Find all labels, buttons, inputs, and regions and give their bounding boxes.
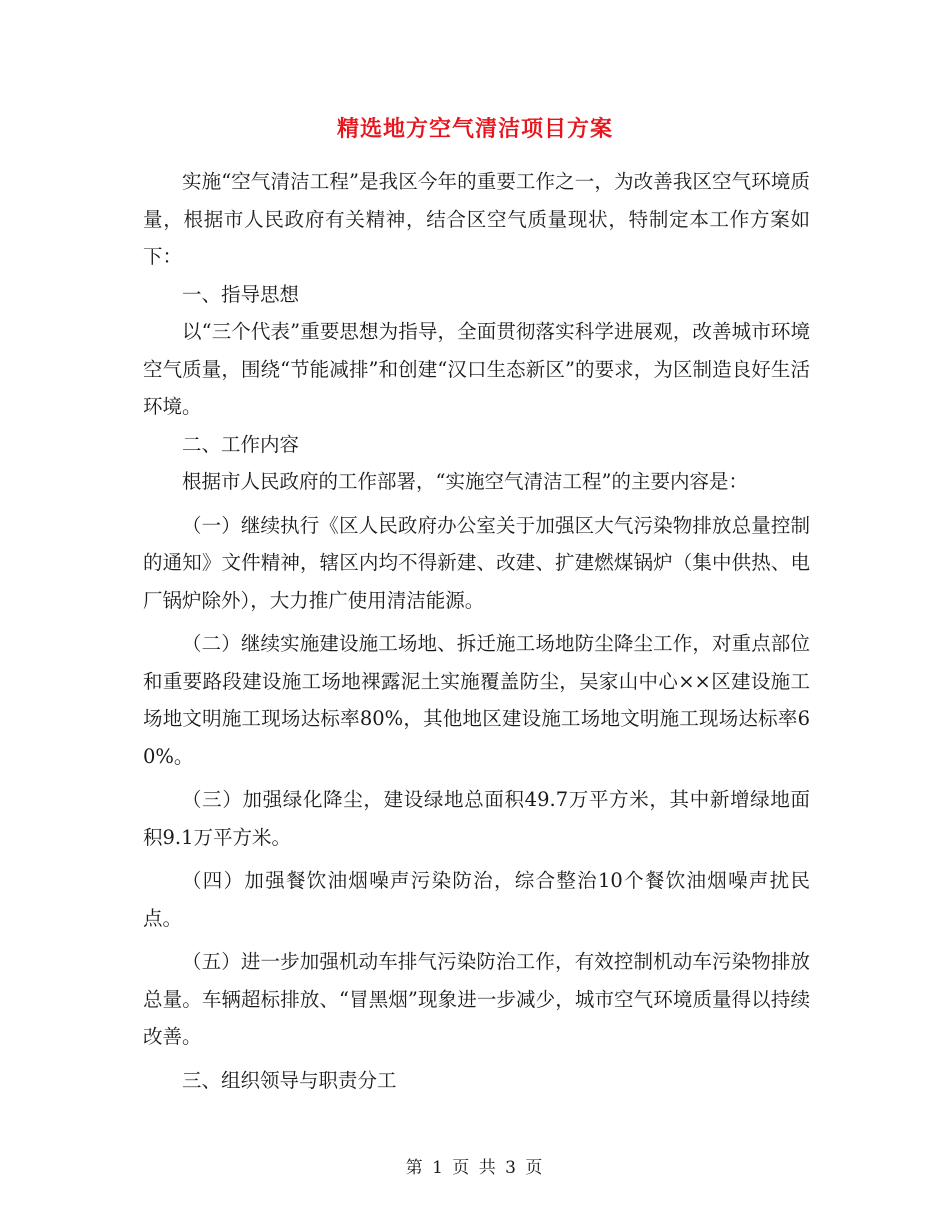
guiding-thought-paragraph: 以“三个代表”重要思想为指导，全面贯彻落实科学进展观，改善城市环境空气质量，围绕“节能减排”和创建“汉口生态新区”的要求，为区制造良好生活环境。 bbox=[143, 320, 810, 418]
section-heading-work-content: 二、工作内容 bbox=[182, 432, 300, 456]
section-heading-guiding-thought: 一、指导思想 bbox=[182, 282, 300, 306]
intro-paragraph: 实施“空气清洁工程”是我区今年的重要工作之一，为改善我区空气环境质量，根据市人民政府有关精神，结合区空气质量现状，特制定本工作方案如下： bbox=[143, 170, 810, 268]
work-item-2: （二）继续实施建设施工场地、拆迁施工场地防尘降尘工作，对重点部位和重要路段建设施工场地裸露泥土实施覆盖防尘，吴家山中心××区建设施工场地文明施工现场达标率80%，其他地区建设施工场地文明施工现场达标率60%。 bbox=[143, 632, 810, 768]
work-item-1: （一）继续执行《区人民政府办公室关于加强区大气污染物排放总量控制的通知》文件精神，辖区内均不得新建、改建、扩建燃煤锅炉（集中供热、电厂锅炉除外），大力推广使用清洁能源。 bbox=[143, 513, 810, 612]
work-item-5: （五）进一步加强机动车排气污染防治工作，有效控制机动车污染物排放总量。车辆超标排放、“冒黑烟”现象进一步减少，城市空气环境质量得以持续改善。 bbox=[143, 950, 810, 1048]
work-item-4: （四）加强餐饮油烟噪声污染防治，综合整治10个餐饮油烟噪声扰民点。 bbox=[143, 869, 810, 930]
work-item-3: （三）加强绿化降尘，建设绿地总面积49.7万平方米，其中新增绿地面积9.1万平方米。 bbox=[143, 788, 810, 849]
section-heading-organization: 三、组织领导与职责分工 bbox=[182, 1068, 397, 1092]
document-title: 精选地方空气清洁项目方案 bbox=[336, 116, 613, 142]
document-body bbox=[143, 163, 810, 1099]
page-number-footer: 第 1 页 共 3 页 bbox=[405, 1158, 545, 1178]
work-content-paragraph: 根据市人民政府的工作部署，“实施空气清洁工程”的主要内容是： bbox=[182, 470, 748, 493]
